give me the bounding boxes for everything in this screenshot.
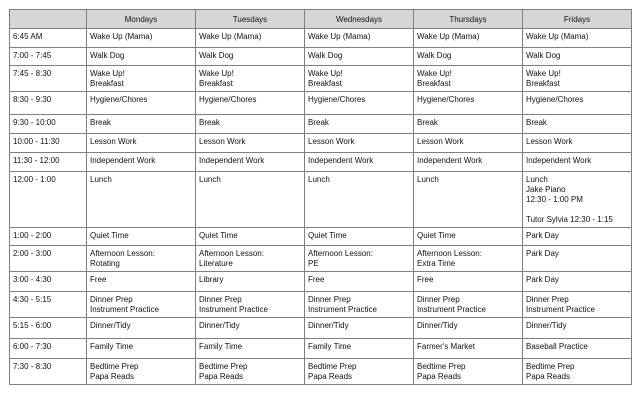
table-row <box>10 115 632 134</box>
schedule-sheet <box>9 9 631 385</box>
activity-cell-tuesday: Family Time <box>196 339 305 359</box>
day-header-friday: Fridays <box>523 10 632 29</box>
activity-cell-thursday: Free <box>414 272 523 292</box>
activity-cell-wednesday: Lunch <box>305 172 414 228</box>
table-row <box>10 228 632 246</box>
table-row <box>10 318 632 339</box>
activity-cell-tuesday: Dinner Prep Instrument Practice <box>196 292 305 318</box>
activity-cell-friday: Park Day <box>523 228 632 246</box>
activity-cell-thursday: Quiet Time <box>414 228 523 246</box>
table-row <box>10 48 632 66</box>
time-slot-cell: 1:00 - 2:00 <box>10 228 87 246</box>
activity-cell-thursday: Afternoon Lesson: Extra Time <box>414 246 523 272</box>
activity-cell-thursday: Hygiene/Chores <box>414 92 523 115</box>
time-slot-cell: 2:00 - 3:00 <box>10 246 87 272</box>
activity-cell-thursday: Wake Up! Breakfast <box>414 66 523 92</box>
activity-cell-friday: Wake Up! Breakfast <box>523 66 632 92</box>
activity-cell-friday: Walk Dog <box>523 48 632 66</box>
table-row <box>10 66 632 92</box>
activity-cell-wednesday: Wake Up! Breakfast <box>305 66 414 92</box>
weekly-schedule-table <box>9 9 632 385</box>
activity-cell-friday: Lesson Work <box>523 134 632 153</box>
activity-cell-wednesday: Lesson Work <box>305 134 414 153</box>
day-header-thursday: Thursdays <box>414 10 523 29</box>
activity-cell-monday: Lesson Work <box>87 134 196 153</box>
activity-cell-thursday: Wake Up (Mama) <box>414 29 523 48</box>
activity-cell-thursday: Independent Work <box>414 153 523 172</box>
activity-cell-thursday: Walk Dog <box>414 48 523 66</box>
activity-cell-monday: Afternoon Lesson: Rotating <box>87 246 196 272</box>
activity-cell-monday: Hygiene/Chores <box>87 92 196 115</box>
table-row <box>10 359 632 385</box>
time-slot-cell: 9:30 - 10:00 <box>10 115 87 134</box>
activity-cell-thursday: Bedtime Prep Papa Reads <box>414 359 523 385</box>
activity-cell-thursday: Farmer's Market <box>414 339 523 359</box>
activity-cell-tuesday: Lunch <box>196 172 305 228</box>
day-header-monday: Mondays <box>87 10 196 29</box>
activity-cell-friday: Lunch Jake Piano 12:30 - 1:00 PM Tutor Sylvia 12:30 - 1:15 <box>523 172 632 228</box>
time-slot-cell: 8:30 - 9:30 <box>10 92 87 115</box>
table-row <box>10 246 632 272</box>
time-slot-cell: 10:00 - 11:30 <box>10 134 87 153</box>
activity-cell-tuesday: Wake Up (Mama) <box>196 29 305 48</box>
activity-cell-monday: Wake Up (Mama) <box>87 29 196 48</box>
table-row <box>10 172 632 228</box>
activity-cell-tuesday: Hygiene/Chores <box>196 92 305 115</box>
activity-cell-monday: Free <box>87 272 196 292</box>
activity-cell-monday: Dinner Prep Instrument Practice <box>87 292 196 318</box>
activity-cell-thursday: Break <box>414 115 523 134</box>
time-slot-cell: 4:30 - 5:15 <box>10 292 87 318</box>
activity-cell-monday: Family Time <box>87 339 196 359</box>
activity-cell-friday: Dinner/Tidy <box>523 318 632 339</box>
activity-cell-wednesday: Walk Dog <box>305 48 414 66</box>
activity-cell-wednesday: Dinner/Tidy <box>305 318 414 339</box>
time-slot-cell: 7:30 - 8:30 <box>10 359 87 385</box>
header-row <box>10 10 632 29</box>
activity-cell-friday: Bedtime Prep Papa Reads <box>523 359 632 385</box>
time-slot-cell: 7:45 - 8:30 <box>10 66 87 92</box>
activity-cell-tuesday: Break <box>196 115 305 134</box>
table-row <box>10 29 632 48</box>
time-slot-cell: 6:00 - 7:30 <box>10 339 87 359</box>
activity-cell-thursday: Lunch <box>414 172 523 228</box>
day-header-wednesday: Wednesdays <box>305 10 414 29</box>
table-row <box>10 134 632 153</box>
activity-cell-thursday: Dinner/Tidy <box>414 318 523 339</box>
activity-cell-friday: Park Day <box>523 272 632 292</box>
activity-cell-wednesday: Independent Work <box>305 153 414 172</box>
table-row <box>10 92 632 115</box>
activity-cell-friday: Dinner Prep Instrument Practice <box>523 292 632 318</box>
table-row <box>10 272 632 292</box>
activity-cell-tuesday: Afternoon Lesson: Literature <box>196 246 305 272</box>
activity-cell-monday: Dinner/Tidy <box>87 318 196 339</box>
activity-cell-wednesday: Free <box>305 272 414 292</box>
activity-cell-monday: Quiet Time <box>87 228 196 246</box>
activity-cell-monday: Bedtime Prep Papa Reads <box>87 359 196 385</box>
activity-cell-monday: Break <box>87 115 196 134</box>
time-slot-cell: 11:30 - 12:00 <box>10 153 87 172</box>
time-slot-cell: 7:00 - 7:45 <box>10 48 87 66</box>
activity-cell-tuesday: Walk Dog <box>196 48 305 66</box>
activity-cell-wednesday: Quiet Time <box>305 228 414 246</box>
activity-cell-wednesday: Hygiene/Chores <box>305 92 414 115</box>
activity-cell-tuesday: Independent Work <box>196 153 305 172</box>
table-row <box>10 153 632 172</box>
activity-cell-friday: Baseball Practice <box>523 339 632 359</box>
activity-cell-wednesday: Afternoon Lesson: PE <box>305 246 414 272</box>
time-slot-cell: 12:00 - 1:00 <box>10 172 87 228</box>
activity-cell-wednesday: Family Time <box>305 339 414 359</box>
activity-cell-thursday: Dinner Prep Instrument Practice <box>414 292 523 318</box>
activity-cell-monday: Lunch <box>87 172 196 228</box>
activity-cell-friday: Independent Work <box>523 153 632 172</box>
activity-cell-friday: Wake Up (Mama) <box>523 29 632 48</box>
activity-cell-tuesday: Dinner/Tidy <box>196 318 305 339</box>
activity-cell-friday: Break <box>523 115 632 134</box>
activity-cell-tuesday: Quiet Time <box>196 228 305 246</box>
activity-cell-friday: Park Day <box>523 246 632 272</box>
activity-cell-friday: Hygiene/Chores <box>523 92 632 115</box>
activity-cell-thursday: Lesson Work <box>414 134 523 153</box>
header-corner-cell <box>10 10 87 29</box>
activity-cell-wednesday: Dinner Prep Instrument Practice <box>305 292 414 318</box>
activity-cell-wednesday: Break <box>305 115 414 134</box>
day-header-tuesday: Tuesdays <box>196 10 305 29</box>
time-slot-cell: 3:00 - 4:30 <box>10 272 87 292</box>
activity-cell-tuesday: Lesson Work <box>196 134 305 153</box>
activity-cell-monday: Independent Work <box>87 153 196 172</box>
activity-cell-tuesday: Wake Up! Breakfast <box>196 66 305 92</box>
activity-cell-tuesday: Library <box>196 272 305 292</box>
table-row <box>10 292 632 318</box>
activity-cell-wednesday: Wake Up (Mama) <box>305 29 414 48</box>
activity-cell-wednesday: Bedtime Prep Papa Reads <box>305 359 414 385</box>
activity-cell-tuesday: Bedtime Prep Papa Reads <box>196 359 305 385</box>
activity-cell-monday: Walk Dog <box>87 48 196 66</box>
table-row <box>10 339 632 359</box>
time-slot-cell: 5:15 - 6:00 <box>10 318 87 339</box>
activity-cell-monday: Wake Up! Breakfast <box>87 66 196 92</box>
time-slot-cell: 6:45 AM <box>10 29 87 48</box>
